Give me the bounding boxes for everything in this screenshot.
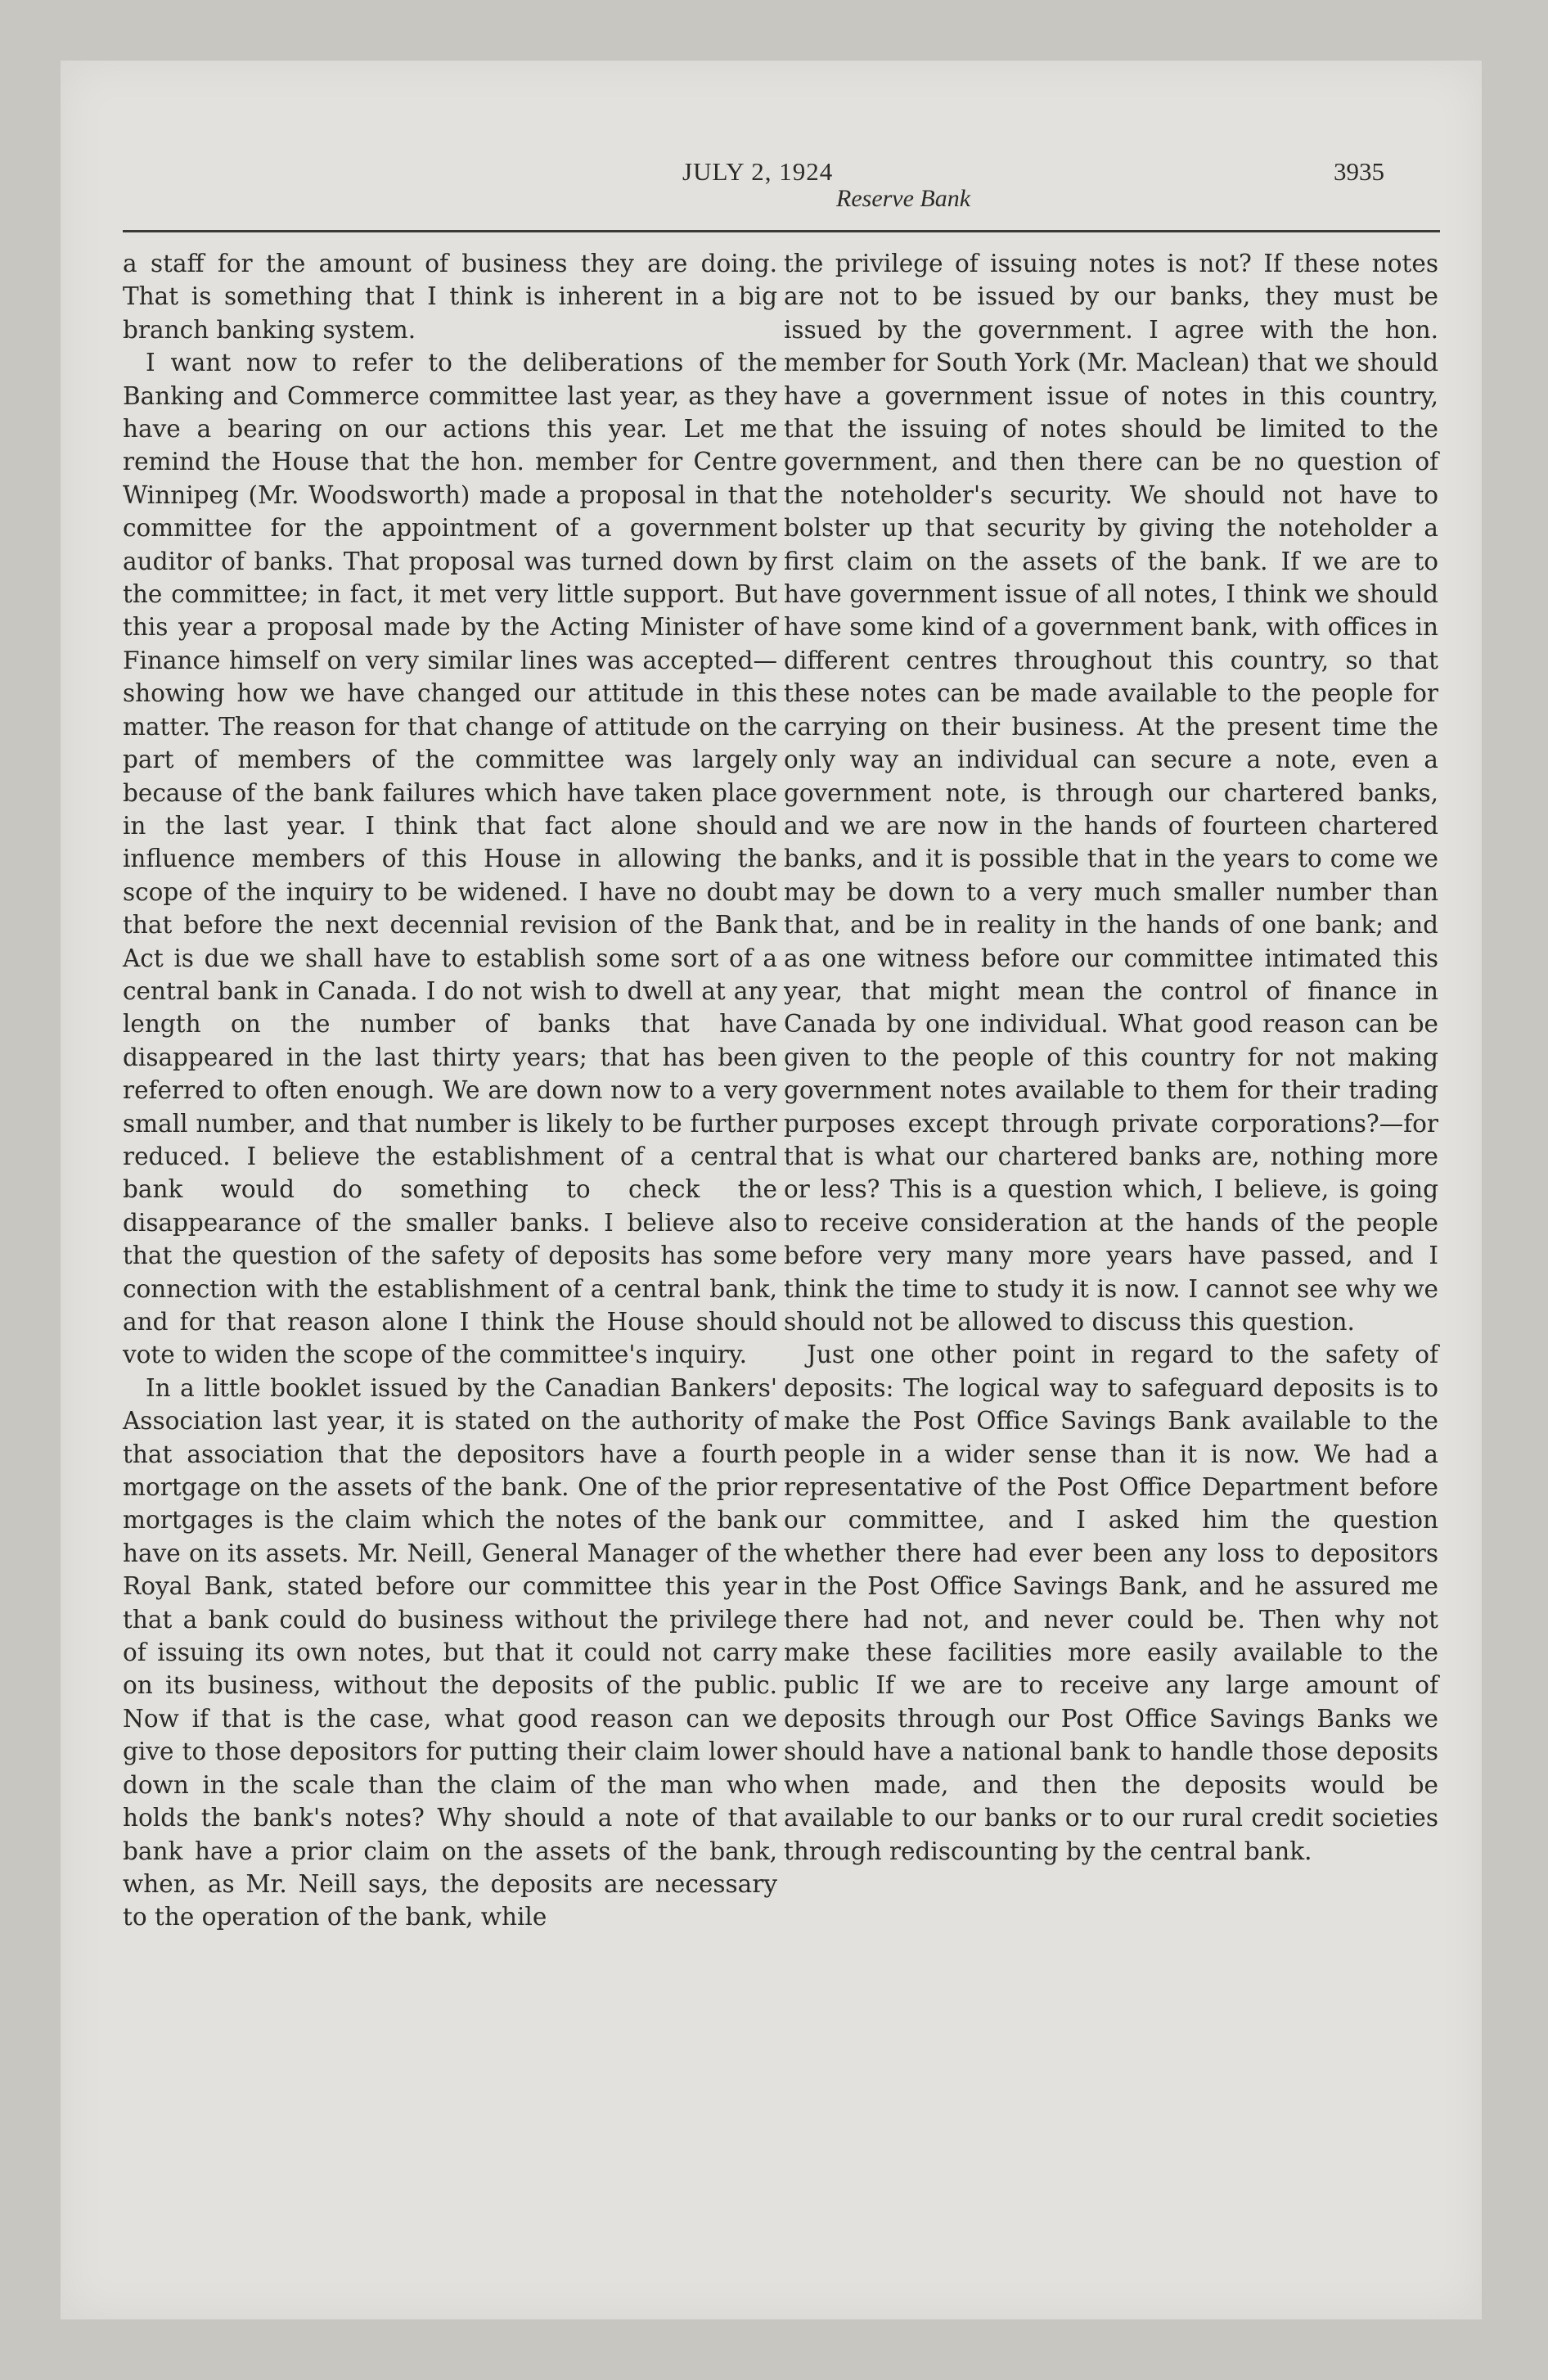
page-header <box>61 61 1482 224</box>
left-column <box>123 247 777 1934</box>
header-rule <box>123 230 1440 232</box>
document-page <box>61 61 1482 2319</box>
left-paragraph-1: a staff for the amount of business they are doing. That is something that I think is inherent in a big branch banking system. <box>123 250 777 344</box>
left-paragraph-3: In a little booklet issued by the Canadian Bankers' Association last year, it is stated on the authority of that association that the depositors have a fourth mortgage on the assets of the bank. One of the prior mortgages is the claim which the notes of the bank have on its assets. Mr. Neill, General Manager of the Royal Bank, stated before our committee this year that a bank could do business without the privilege of issuing its own notes, but that it could not carry on its business, without the deposits of the public. Now if that is the case, what good reason can we give to those depositors for putting their claim lower down in the scale than the claim of the man who holds the bank's notes? Why should a note of that bank have a prior claim on the assets of the bank, when, as Mr. Neill says, the deposits are necessary to the operation of the bank, while <box>123 1373 777 1931</box>
header-date: JULY 2, 1924 <box>682 157 834 186</box>
right-paragraph-1: the privilege of issuing notes is not? If these notes are not to be issued by our banks, they must be issued by the government. I agree with the hon. member for South York (Mr. Maclean) that we should have a government issue of notes in this country, that the issuing of notes should be limited to the government, and then there can be no question of the noteholder's security. We should not have to bolster up that security by giving the noteholder a first claim on the assets of the bank. If we are to have government issue of all notes, I think we should have some kind of a government bank, with offices in different centres throughout this country, so that these notes can be made available to the people for carrying on their business. At the present time the only way an individual can secure a note, even a government note, is through our chartered banks, and we are now in the hands of fourteen chartered banks, and it is possible that in the years to come we may be down to a very much smaller number than that, and be in reality in the hands of one bank; and as one witness before our committee intimated this year, that might mean the control of finance in Canada by one individual. What good reason can be given to the people of this country for not making government notes available to them for their trading purposes except through private corporations?—for that is what our chartered banks are, nothing more or less? This is a question which, I believe, is going to receive consideration at the hands of the people before very many more years have passed, and I think the time to study it is now. I cannot see why we should not be allowed to discuss this question. <box>784 250 1438 1336</box>
header-section-title: Reserve Bank <box>836 185 971 212</box>
left-paragraph-2: I want now to refer to the deliberations of the Banking and Commerce committee last year, as they have a bearing on our actions this year. Let me remind the House that the hon. member for Centre Winnipeg (Mr. Woodsworth) made a proposal in that committee for the appointment of a government auditor of banks. That proposal was turned down by the committee; in fact, it met very little support. But this year a proposal made by the Acting Minister of Finance himself on very similar lines was accepted—showing how we have changed our attitude in this matter. The reason for that change of attitude on the part of members of the committee was largely because of the bank failures which have taken place in the last year. I think that fact alone should influence members of this House in allowing the scope of the inquiry to be widened. I have no doubt that before the next decennial revision of the Bank Act is due we shall have to establish some sort of a central bank in Canada. I do not wish to dwell at any length on the number of banks that have disappeared in the last thirty years; that has been referred to often enough. We are down now to a very small number, and that number is likely to be further reduced. I believe the establishment of a central bank would do something to check the disappearance of the smaller banks. I believe also that the question of the safety of deposits has some connection with the establishment of a central bank, and for that reason alone I think the House should vote to widen the scope of the committee's inquiry. <box>123 349 777 1369</box>
header-page-number: 3935 <box>1334 157 1384 186</box>
right-paragraph-2: Just one other point in regard to the safety of deposits: The logical way to safeguard deposits is to make the Post Office Savings Bank available to the people in a wider sense than it is now. We had a representative of the Post Office Department before our committee, and I asked him the question whether there had ever been any loss to depositors in the Post Office Savings Bank, and he assured me there had not, and never could be. Then why not make these facilities more easily available to the public If we are to receive any large amount of deposits through our Post Office Savings Banks we should have a national bank to handle those deposits when made, and then the deposits would be available to our banks or to our rural credit societies through rediscounting by the central bank. <box>784 1341 1438 1865</box>
right-column <box>784 247 1438 1868</box>
